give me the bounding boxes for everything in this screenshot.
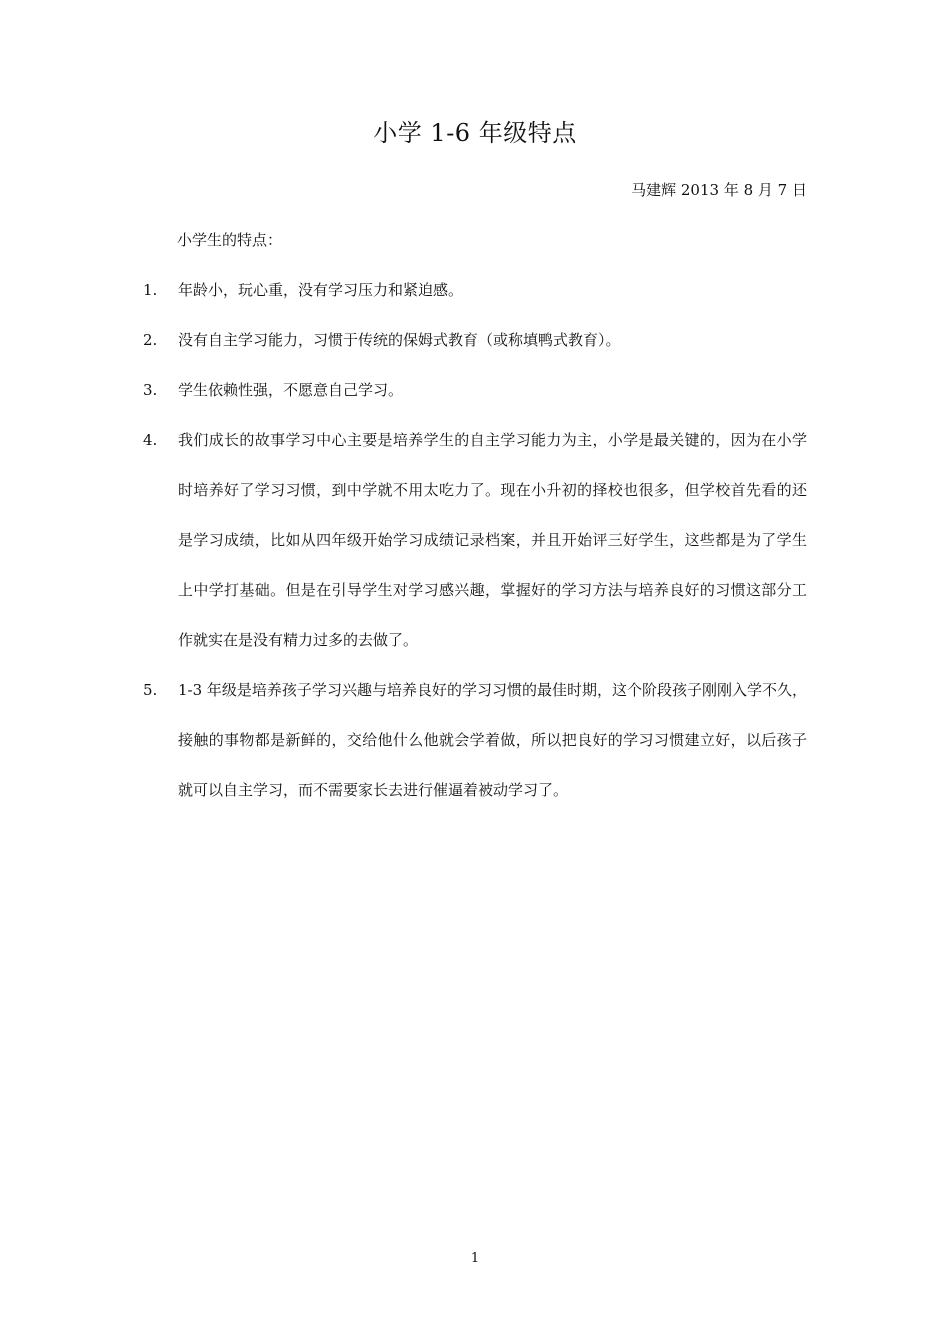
list-item-text: 1-3 年级是培养孩子学习兴趣与培养良好的学习习惯的最佳时期，这个阶段孩子刚刚入学不久，接触的事物都是新鲜的，交给他什么他就会学着做，所以把良好的学习习惯建立好，以后孩子就可以自主学习，而不需要家长去进行催逼着被动学习了。 [178,681,807,799]
list-item-number: 4. [143,431,158,449]
page-number: 1 [470,1251,480,1266]
document-title: 小学 1-6 年级特点 [373,119,577,147]
list-item [143,328,807,352]
intro-text: 小学生的特点： [177,231,283,249]
list-item [143,278,807,302]
characteristics-list [143,278,807,841]
list-item-text: 年龄小，玩心重，没有学习压力和紧迫感。 [178,281,464,299]
list-item-number: 2. [143,331,158,349]
list-item-text: 没有自主学习能力，习惯于传统的保姆式教育（或称填鸭式教育）。 [178,331,621,349]
list-item-number: 3. [143,381,158,399]
list-item-number: 5. [143,681,158,699]
list-item-number: 1. [143,281,158,299]
author-date: 马建辉 2013 年 8 月 7 日 [631,181,807,199]
list-item [143,415,807,665]
list-item-text: 我们成长的故事学习中心主要是培养学生的自主学习能力为主，小学是最关键的，因为在小学时培养好了学习习惯，到中学就不用太吃力了。现在小升初的择校也很多，但学校首先看的还是学习成绩，比如从四年级开始学习成绩记录档案，并且开始评三好学生，这些都是为了学生上中学打基础。但是在引导学生对学习感兴趣，掌握好的学习方法与培养良好的习惯这部分工作就实在是没有精力过多的去做了。 [178,431,807,649]
list-item [143,378,807,402]
list-item [143,665,807,815]
list-item-text: 学生依赖性强，不愿意自己学习。 [178,381,404,399]
